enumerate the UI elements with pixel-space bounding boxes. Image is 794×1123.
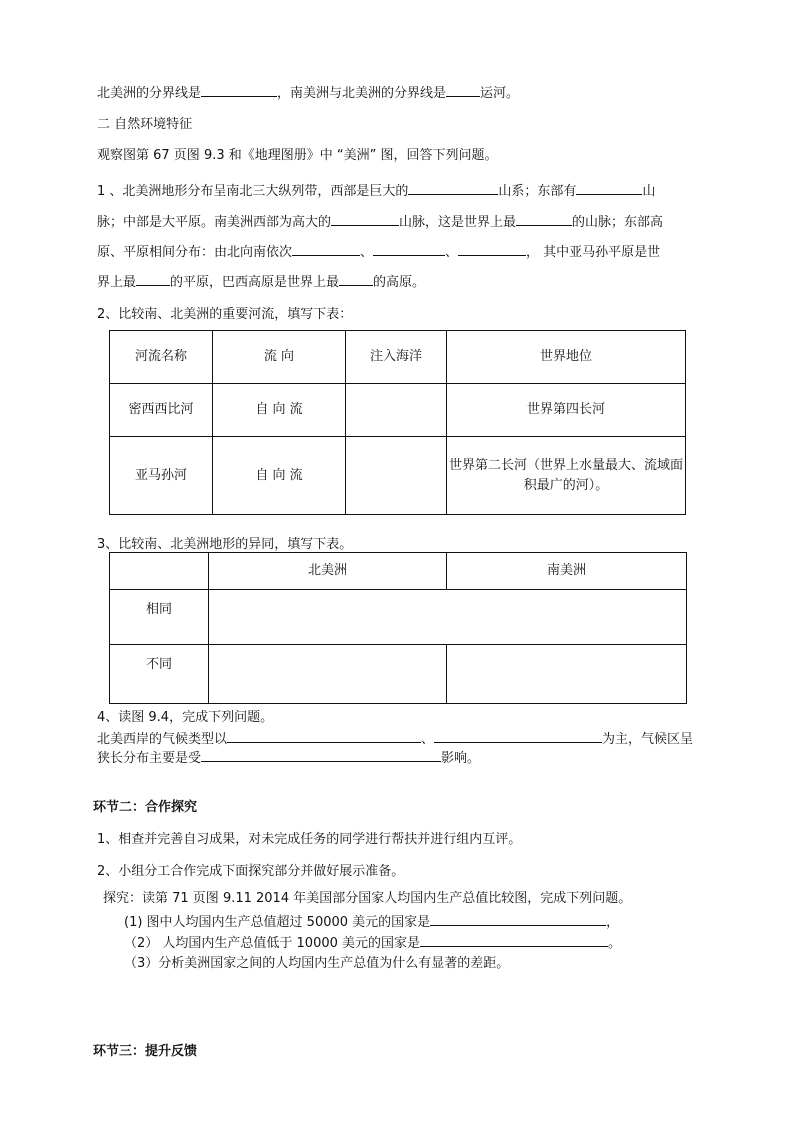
section-title: 二 自然环境特征 [97, 117, 193, 132]
q1-text: 、 [445, 245, 459, 260]
q1-text: 、 [360, 245, 374, 260]
explore-text: 。 [608, 936, 622, 951]
header-cell [110, 553, 209, 590]
section-intro: 观察图第 67 页图 9.3 和《地理图册》中 “美洲” 图，回答下列问题。 [97, 148, 498, 163]
header-cell: 注入海洋 [346, 331, 447, 384]
stage-title: 环节三：提升反馈 [93, 1044, 198, 1059]
q1-line-4 [97, 273, 425, 291]
answer-blank[interactable] [201, 84, 277, 97]
q4-text: 为主，气候区呈 [602, 732, 694, 747]
header-cell: 河流名称 [110, 331, 213, 384]
explore-text: ， [606, 915, 620, 930]
river-name: 亚马孙河 [110, 437, 213, 515]
answer-blank[interactable] [420, 934, 608, 947]
river-table [109, 330, 686, 515]
explore-q3: （3）分析美洲国家之间的人均国内生产总值为什么有显著的差距。 [124, 956, 510, 971]
q4-line-1 [97, 730, 693, 748]
q4-text: 北美西岸的气候类型以 [97, 732, 228, 747]
answer-cell[interactable] [209, 590, 687, 645]
boundary-text-1: 北美洲的分界线是 [97, 86, 202, 101]
answer-blank[interactable] [339, 273, 373, 286]
boundary-text-2: ，南美洲与北美洲的分界线是 [277, 86, 447, 101]
q1-text: 脉；中部是大平原。南美洲西部为高大的 [97, 215, 332, 230]
river-direction[interactable]: 自 向 流 [213, 384, 346, 437]
row-label-same: 相同 [110, 590, 209, 645]
table-row [110, 437, 686, 515]
q4-line-2 [97, 749, 480, 767]
q1-text: 的高原。 [373, 275, 426, 290]
answer-cell[interactable] [447, 645, 687, 704]
table-row [110, 384, 686, 437]
q2-title: 2、比较南、北美洲的重要河流，填写下表： [97, 307, 353, 322]
answer-blank[interactable] [458, 243, 526, 256]
header-cell: 北美洲 [209, 553, 447, 590]
explore-q1 [124, 913, 619, 931]
q1-text: 山系；东部有 [498, 184, 577, 199]
explore-intro: 探究：读第 71 页图 9.11 2014 年美国部分国家人均国内生产总值比较图，完成下列问题。 [103, 891, 632, 906]
header-cell: 世界地位 [447, 331, 686, 384]
q1-line-3 [97, 243, 660, 261]
answer-blank[interactable] [434, 730, 602, 743]
q1-text: 的山脉；东部高 [572, 215, 664, 230]
q1-text: ， 其中亚马孙平原是世 [526, 245, 661, 260]
table-row [110, 590, 687, 645]
answer-blank[interactable] [446, 84, 480, 97]
boundary-line [97, 84, 519, 102]
q1-text: 原、平原相间分布：由北向南依次 [97, 245, 293, 260]
explore-text: （2） 人均国内生产总值低于 10000 美元的国家是 [124, 936, 421, 951]
answer-blank[interactable] [516, 213, 572, 226]
stage-title: 环节二：合作探究 [93, 800, 198, 815]
q1-text: 1 、北美洲地形分布呈南北三大纵列带，西部是巨大的 [97, 184, 409, 199]
answer-blank[interactable] [408, 182, 498, 195]
table-row [110, 645, 687, 704]
header-cell: 流 向 [213, 331, 346, 384]
q4-text: 影响。 [441, 751, 481, 766]
answer-blank[interactable] [136, 273, 170, 286]
table-header-row [110, 553, 687, 590]
q1-line-1 [97, 182, 655, 200]
q4-title: 4、读图 9.4，完成下列问题。 [97, 710, 274, 725]
river-status: 世界第二长河（世界上水量最大、流域面积最广的河）。 [447, 437, 686, 515]
q3-title: 3、比较南、北美洲地形的异同，填写下表。 [97, 537, 353, 552]
answer-blank[interactable] [331, 213, 399, 226]
answer-blank[interactable] [373, 243, 445, 256]
answer-blank[interactable] [292, 243, 360, 256]
answer-blank[interactable] [227, 730, 421, 743]
river-name: 密西西比河 [110, 384, 213, 437]
q4-text: 、 [421, 732, 435, 747]
stage2-item-1: 1、相查并完善自习成果，对未完成任务的同学进行帮扶并进行组内互评。 [97, 832, 522, 847]
q1-text: 山 [642, 184, 656, 199]
river-ocean[interactable] [346, 384, 447, 437]
river-status: 世界第四长河 [447, 384, 686, 437]
answer-cell[interactable] [209, 645, 447, 704]
terrain-table [109, 552, 687, 704]
q1-text: 的平原，巴西高原是世界上最 [170, 275, 340, 290]
table-header-row [110, 331, 686, 384]
river-direction[interactable]: 自 向 流 [213, 437, 346, 515]
answer-blank[interactable] [430, 913, 606, 926]
answer-blank[interactable] [576, 182, 642, 195]
q4-text: 狭长分布主要是受 [97, 751, 202, 766]
q1-text: 山脉，这是世界上最 [399, 215, 517, 230]
river-ocean[interactable] [346, 437, 447, 515]
q1-text: 界上最 [97, 275, 137, 290]
answer-blank[interactable] [201, 749, 441, 762]
stage2-item-2: 2、小组分工合作完成下面探究部分并做好展示准备。 [97, 864, 405, 879]
explore-text: (1) 图中人均国内生产总值超过 50000 美元的国家是 [124, 915, 431, 930]
q1-line-2 [97, 213, 663, 231]
explore-q2 [124, 934, 621, 952]
header-cell: 南美洲 [447, 553, 687, 590]
boundary-text-3: 运河。 [480, 86, 520, 101]
row-label-diff: 不同 [110, 645, 209, 704]
